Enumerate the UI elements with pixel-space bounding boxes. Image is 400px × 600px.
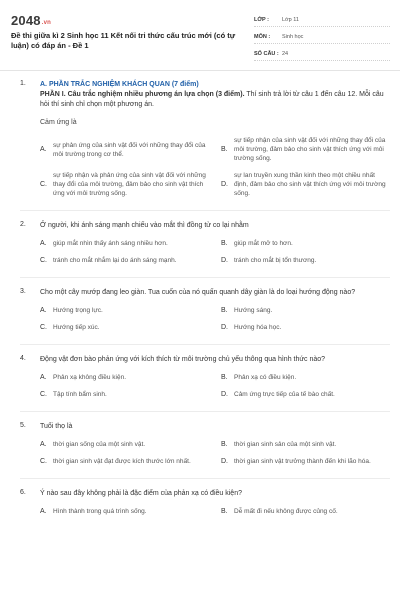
option-text: Dễ mất đi nếu không được củng cố. <box>234 508 338 515</box>
option-letter: C. <box>40 391 47 398</box>
option-text: thời gian sống của một sinh vật. <box>53 441 146 448</box>
option-text: giúp mắt mở to hơn. <box>234 240 293 247</box>
option-text: tránh cho mắt bị tổn thương. <box>234 257 317 264</box>
option-d[interactable] <box>221 390 390 399</box>
option-text: sự lan truyền xung thần kinh theo một chiều nhất định, đảm bảo cho sinh vật thích ứng với môi trường sống. <box>234 172 386 197</box>
question-number: 5. <box>20 422 26 429</box>
part-desc-bold: PHẦN I. Câu trắc nghiệm nhiều phương án lựa chọn (3 điểm). <box>40 91 245 98</box>
option-letter: B. <box>221 307 228 314</box>
option-text: Tập tính bẩm sinh. <box>53 391 107 398</box>
meta-row-count <box>254 47 390 61</box>
meta-label: MÔN : <box>254 33 271 40</box>
part-description <box>40 90 390 110</box>
question-3 <box>20 288 390 332</box>
question-number: 3. <box>20 288 26 295</box>
part-title: A. PHẦN TRẮC NGHIỆM KHÁCH QUAN (7 điểm) <box>40 81 199 88</box>
option-b[interactable] <box>221 373 390 382</box>
divider <box>20 411 390 412</box>
option-b[interactable] <box>221 440 390 449</box>
option-c[interactable] <box>40 256 209 265</box>
option-text: tránh cho mắt nhắm lại do ánh sáng mạnh. <box>53 257 177 264</box>
option-letter: C. <box>40 324 47 331</box>
option-c[interactable] <box>40 457 209 466</box>
option-text: thời gian sinh vật đạt được kích thước lớn nhất. <box>53 458 191 465</box>
divider <box>20 277 390 278</box>
question-text: Tuổi thọ là <box>40 423 73 430</box>
question-number: 4. <box>20 355 26 362</box>
option-letter: A. <box>40 441 47 448</box>
option-letter: A. <box>40 374 47 381</box>
option-d[interactable] <box>221 256 390 265</box>
option-b[interactable] <box>221 136 390 163</box>
question-number: 2. <box>20 221 26 228</box>
option-a[interactable] <box>40 136 209 163</box>
question-text: Động vật đơn bào phản ứng với kích thích từ môi trường chủ yếu thông qua hình thức nào? <box>40 356 326 363</box>
option-letter: C. <box>40 458 47 465</box>
option-text: Phản xạ không điều kiện. <box>53 374 126 381</box>
option-letter: B. <box>221 146 228 153</box>
option-d[interactable] <box>221 171 390 198</box>
option-text: Hướng hóa học. <box>234 324 282 331</box>
question-6 <box>20 489 390 516</box>
option-text: sự tiếp nhận và phản ứng của sinh vật đối với những thay đổi của môi trường, đảm bảo cho sinh vật thích ứng với môi trường sống. <box>53 172 206 197</box>
option-text: Hướng trọng lực. <box>53 307 103 314</box>
option-letter: C. <box>40 181 47 188</box>
option-a[interactable] <box>40 373 209 382</box>
question-number: 6. <box>20 489 26 496</box>
option-b[interactable] <box>221 306 390 315</box>
question-text: Ý nào sau đây không phải là đặc điểm của phản xạ có điều kiện? <box>40 490 242 497</box>
meta-value: Sinh học <box>282 33 304 40</box>
question-5 <box>20 422 390 466</box>
question-2 <box>20 221 390 265</box>
options <box>40 507 390 516</box>
divider <box>20 478 390 479</box>
part-desc-text: Thí sinh trả lời từ câu 1 đến câu 12. Mỗi câu hỏi thí sinh chỉ chọn một phương án. <box>40 91 384 108</box>
option-c[interactable] <box>40 323 209 332</box>
document-title: Đề thi giữa kì 2 Sinh học 11 Kết nối tri thức cấu trúc mới (có tự luận) có đáp án - Đề 1 <box>11 31 236 50</box>
question-1 <box>20 80 390 198</box>
option-text: sự phản ứng của sinh vật đối với những thay đổi của môi trường trong cơ thể. <box>53 141 206 158</box>
option-letter: B. <box>221 508 228 515</box>
option-d[interactable] <box>221 323 390 332</box>
page-header <box>0 0 400 71</box>
option-letter: A. <box>40 146 47 153</box>
option-letter: D. <box>221 257 228 264</box>
option-c[interactable] <box>40 171 209 198</box>
options <box>40 440 390 466</box>
meta-value: 24 <box>282 50 289 57</box>
option-text: Hướng sáng. <box>234 307 273 314</box>
meta-label: SỐ CÂU : <box>254 50 279 57</box>
meta-row-class <box>254 13 390 27</box>
options <box>40 239 390 265</box>
option-text: thời gian sinh vật trưởng thành đến khi lão hóa. <box>234 458 371 465</box>
option-letter: C. <box>40 257 47 264</box>
meta-value: Lớp 11 <box>282 16 299 23</box>
option-letter: D. <box>221 458 228 465</box>
option-letter: D. <box>221 324 228 331</box>
option-letter: D. <box>221 181 228 188</box>
question-text: Cho một cây mướp đang leo giàn. Tua cuốn của nó quấn quanh dây giàn là do loại hướng động nào? <box>40 289 356 296</box>
option-text: Phản xạ có điều kiện. <box>234 374 297 381</box>
options <box>40 136 390 198</box>
option-a[interactable] <box>40 507 209 516</box>
options <box>40 306 390 332</box>
meta-row-subject <box>254 30 390 44</box>
question-text: Ở người, khi ánh sáng mạnh chiếu vào mắt thì đồng tử co lại nhằm <box>40 222 249 229</box>
option-letter: B. <box>221 441 228 448</box>
option-a[interactable] <box>40 306 209 315</box>
option-text: Hướng tiếp xúc. <box>53 324 100 331</box>
exam-meta <box>254 13 390 64</box>
option-letter: A. <box>40 508 47 515</box>
option-text: giúp mắt nhìn thấy ánh sáng nhiều hơn. <box>53 240 168 247</box>
option-text: thời gian sinh sản của một sinh vật. <box>234 441 337 448</box>
option-letter: A. <box>40 307 47 314</box>
options <box>40 373 390 399</box>
divider <box>20 210 390 211</box>
logo-suffix: .vn <box>41 20 52 26</box>
option-a[interactable] <box>40 440 209 449</box>
option-letter: A. <box>40 240 47 247</box>
site-logo[interactable] <box>11 13 51 28</box>
option-letter: B. <box>221 374 228 381</box>
meta-label: LỚP : <box>254 16 269 23</box>
divider <box>20 344 390 345</box>
option-text: Cảm ứng trực tiếp của tế bào chất. <box>234 391 335 398</box>
question-text: Cảm ứng là <box>40 119 77 126</box>
option-text: Hình thành trong quá trình sống. <box>53 508 147 515</box>
option-letter: D. <box>221 391 228 398</box>
option-b[interactable] <box>221 239 390 248</box>
question-number: 1. <box>20 80 26 87</box>
option-text: sự tiếp nhận của sinh vật đối với những thay đổi của môi trường, đảm bảo cho sinh vật thích ứng với môi trường sống. <box>234 137 386 162</box>
option-a[interactable] <box>40 239 209 248</box>
logo-text: 2048 <box>11 13 41 28</box>
questions-list <box>20 80 390 528</box>
option-letter: B. <box>221 240 228 247</box>
option-c[interactable] <box>40 390 209 399</box>
option-d[interactable] <box>221 457 390 466</box>
option-b[interactable] <box>221 507 390 516</box>
question-4 <box>20 355 390 399</box>
